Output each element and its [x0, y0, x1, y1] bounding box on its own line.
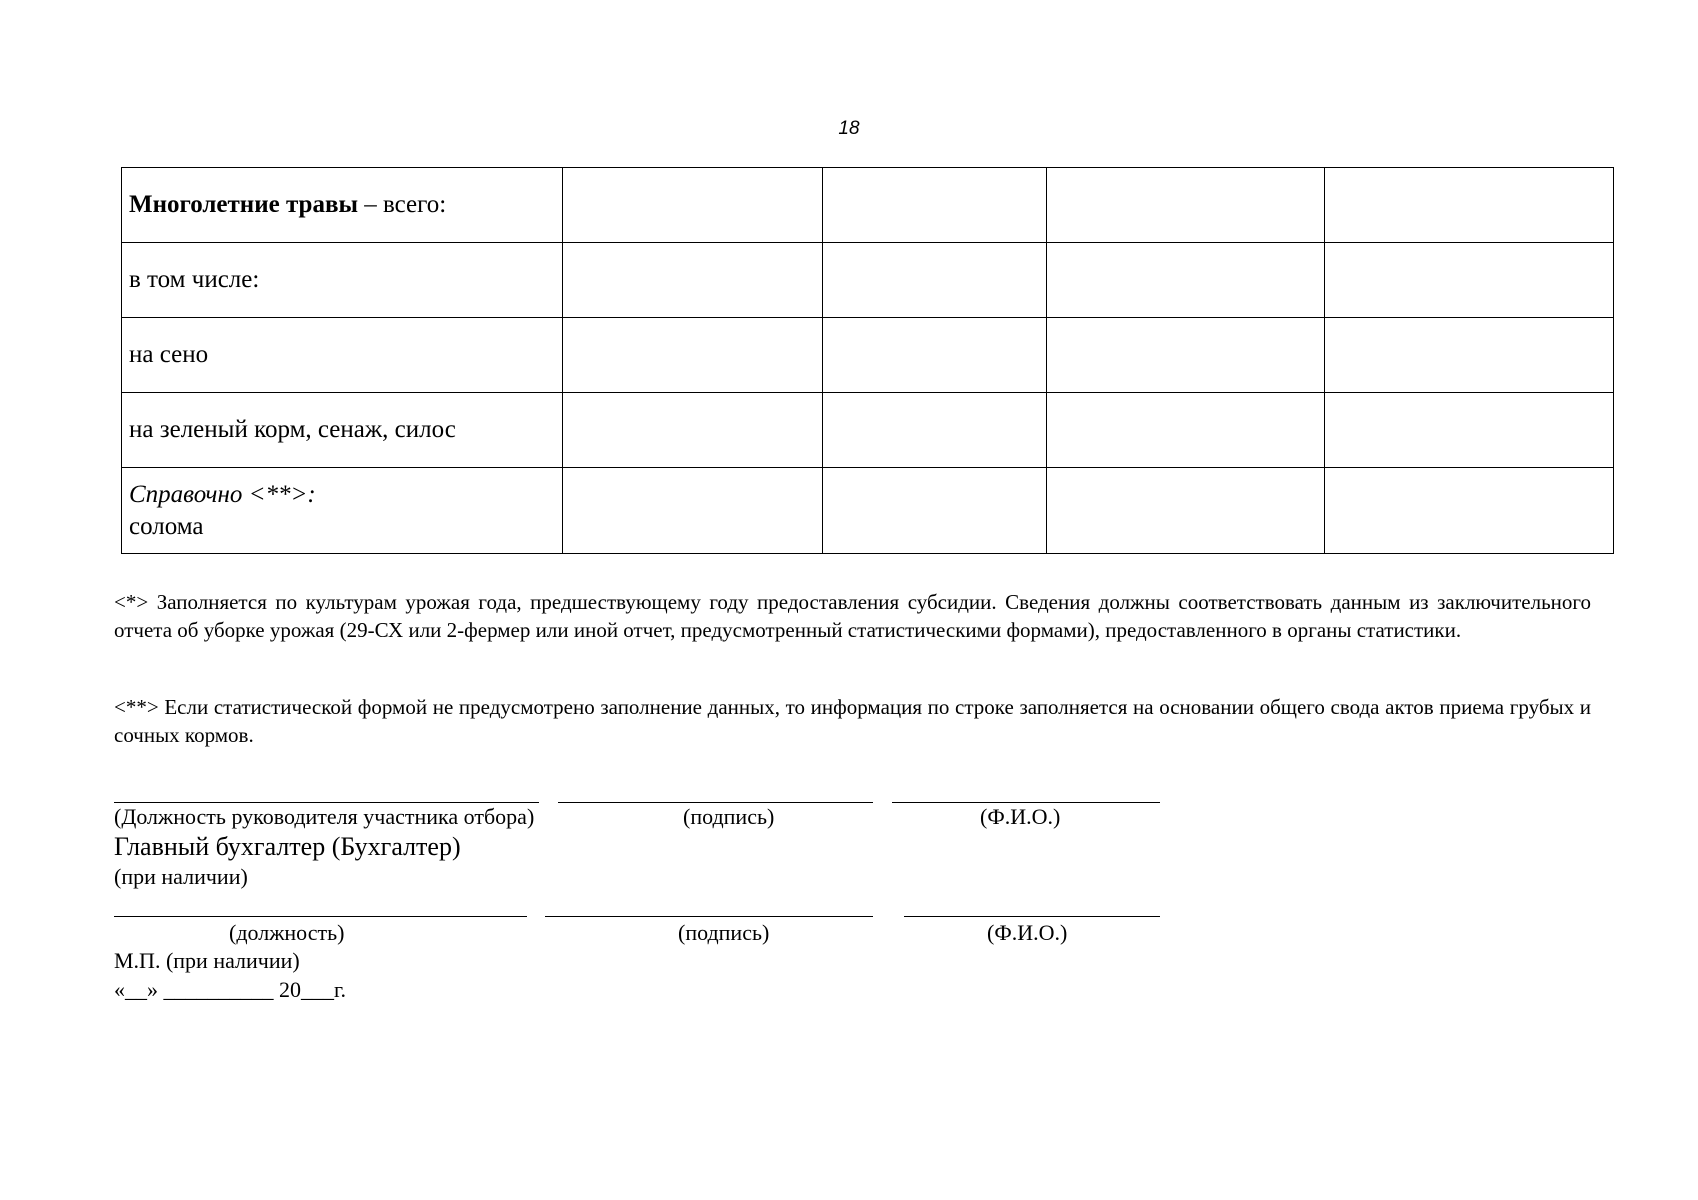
accountant-note: (при наличии) [114, 864, 248, 889]
table-cell[interactable] [1325, 243, 1614, 318]
acc-position-line[interactable] [114, 916, 527, 917]
table-cell[interactable] [563, 318, 823, 393]
head-position-line[interactable] [114, 802, 539, 803]
row-label: на зеленый корм, сенаж, силос [122, 393, 563, 468]
table-cell[interactable] [563, 468, 823, 554]
table-cell[interactable] [1325, 468, 1614, 554]
acc-position-caption: (должность) [229, 920, 345, 945]
footnote-2: <**> Если статистической формой не предусмотрено заполнение данных, то информация по строке заполняется на основании общего свода актов приема грубых и сочных кормов. [114, 695, 1591, 747]
table-cell[interactable] [823, 393, 1047, 468]
table-row [122, 468, 1614, 554]
table-cell[interactable] [823, 318, 1047, 393]
head-name-line[interactable] [892, 802, 1160, 803]
page-number: 18 [838, 118, 860, 139]
table-row [122, 393, 1614, 468]
table-cell[interactable] [1047, 243, 1325, 318]
row-label [122, 468, 563, 554]
table-row [122, 243, 1614, 318]
row-label-rest: – всего: [357, 191, 447, 219]
row-label-bold: Многолетние травы [129, 191, 358, 219]
table-cell[interactable] [563, 168, 823, 243]
acc-name-caption: (Ф.И.О.) [987, 920, 1068, 945]
table-cell[interactable] [823, 468, 1047, 554]
head-name-caption: (Ф.И.О.) [980, 804, 1061, 829]
date-line[interactable]: «__» __________ 20___г. [114, 977, 347, 1002]
table-row [122, 318, 1614, 393]
head-position-caption: (Должность руководителя участника отбора) [114, 804, 535, 829]
head-signature-line[interactable] [558, 802, 873, 803]
table-cell[interactable] [1325, 318, 1614, 393]
table-cell[interactable] [563, 393, 823, 468]
table-row [122, 168, 1614, 243]
table-cell[interactable] [1325, 168, 1614, 243]
head-signature-caption: (подпись) [683, 804, 775, 829]
acc-signature-caption: (подпись) [678, 920, 770, 945]
table-cell[interactable] [1047, 393, 1325, 468]
table-cell[interactable] [1047, 468, 1325, 554]
acc-name-line[interactable] [904, 916, 1160, 917]
crops-table [121, 167, 1614, 554]
stamp-label: М.П. (при наличии) [114, 948, 300, 973]
table-cell[interactable] [1047, 168, 1325, 243]
row-label-rest: солома [129, 512, 204, 540]
table-cell[interactable] [1047, 318, 1325, 393]
accountant-title: Главный бухгалтер (Бухгалтер) [114, 832, 461, 861]
table-cell[interactable] [823, 168, 1047, 243]
table-cell[interactable] [563, 243, 823, 318]
row-label: на сено [122, 318, 563, 393]
footnote-1: <*> Заполняется по культурам урожая года, предшествующему году предоставления субсидии. Сведения должны соответствовать данным из заключительного отчета об уборке урожая (29-СХ или 2-фермер или иной отчет, предусмотренный статистическими формами), предоставленного в органы статистики. [114, 590, 1591, 642]
row-label: в том числе: [122, 243, 563, 318]
row-label-italic: Справочно <**>: [129, 481, 316, 509]
acc-signature-line[interactable] [545, 916, 873, 917]
row-label [122, 168, 563, 243]
table-cell[interactable] [823, 243, 1047, 318]
table-cell[interactable] [1325, 393, 1614, 468]
